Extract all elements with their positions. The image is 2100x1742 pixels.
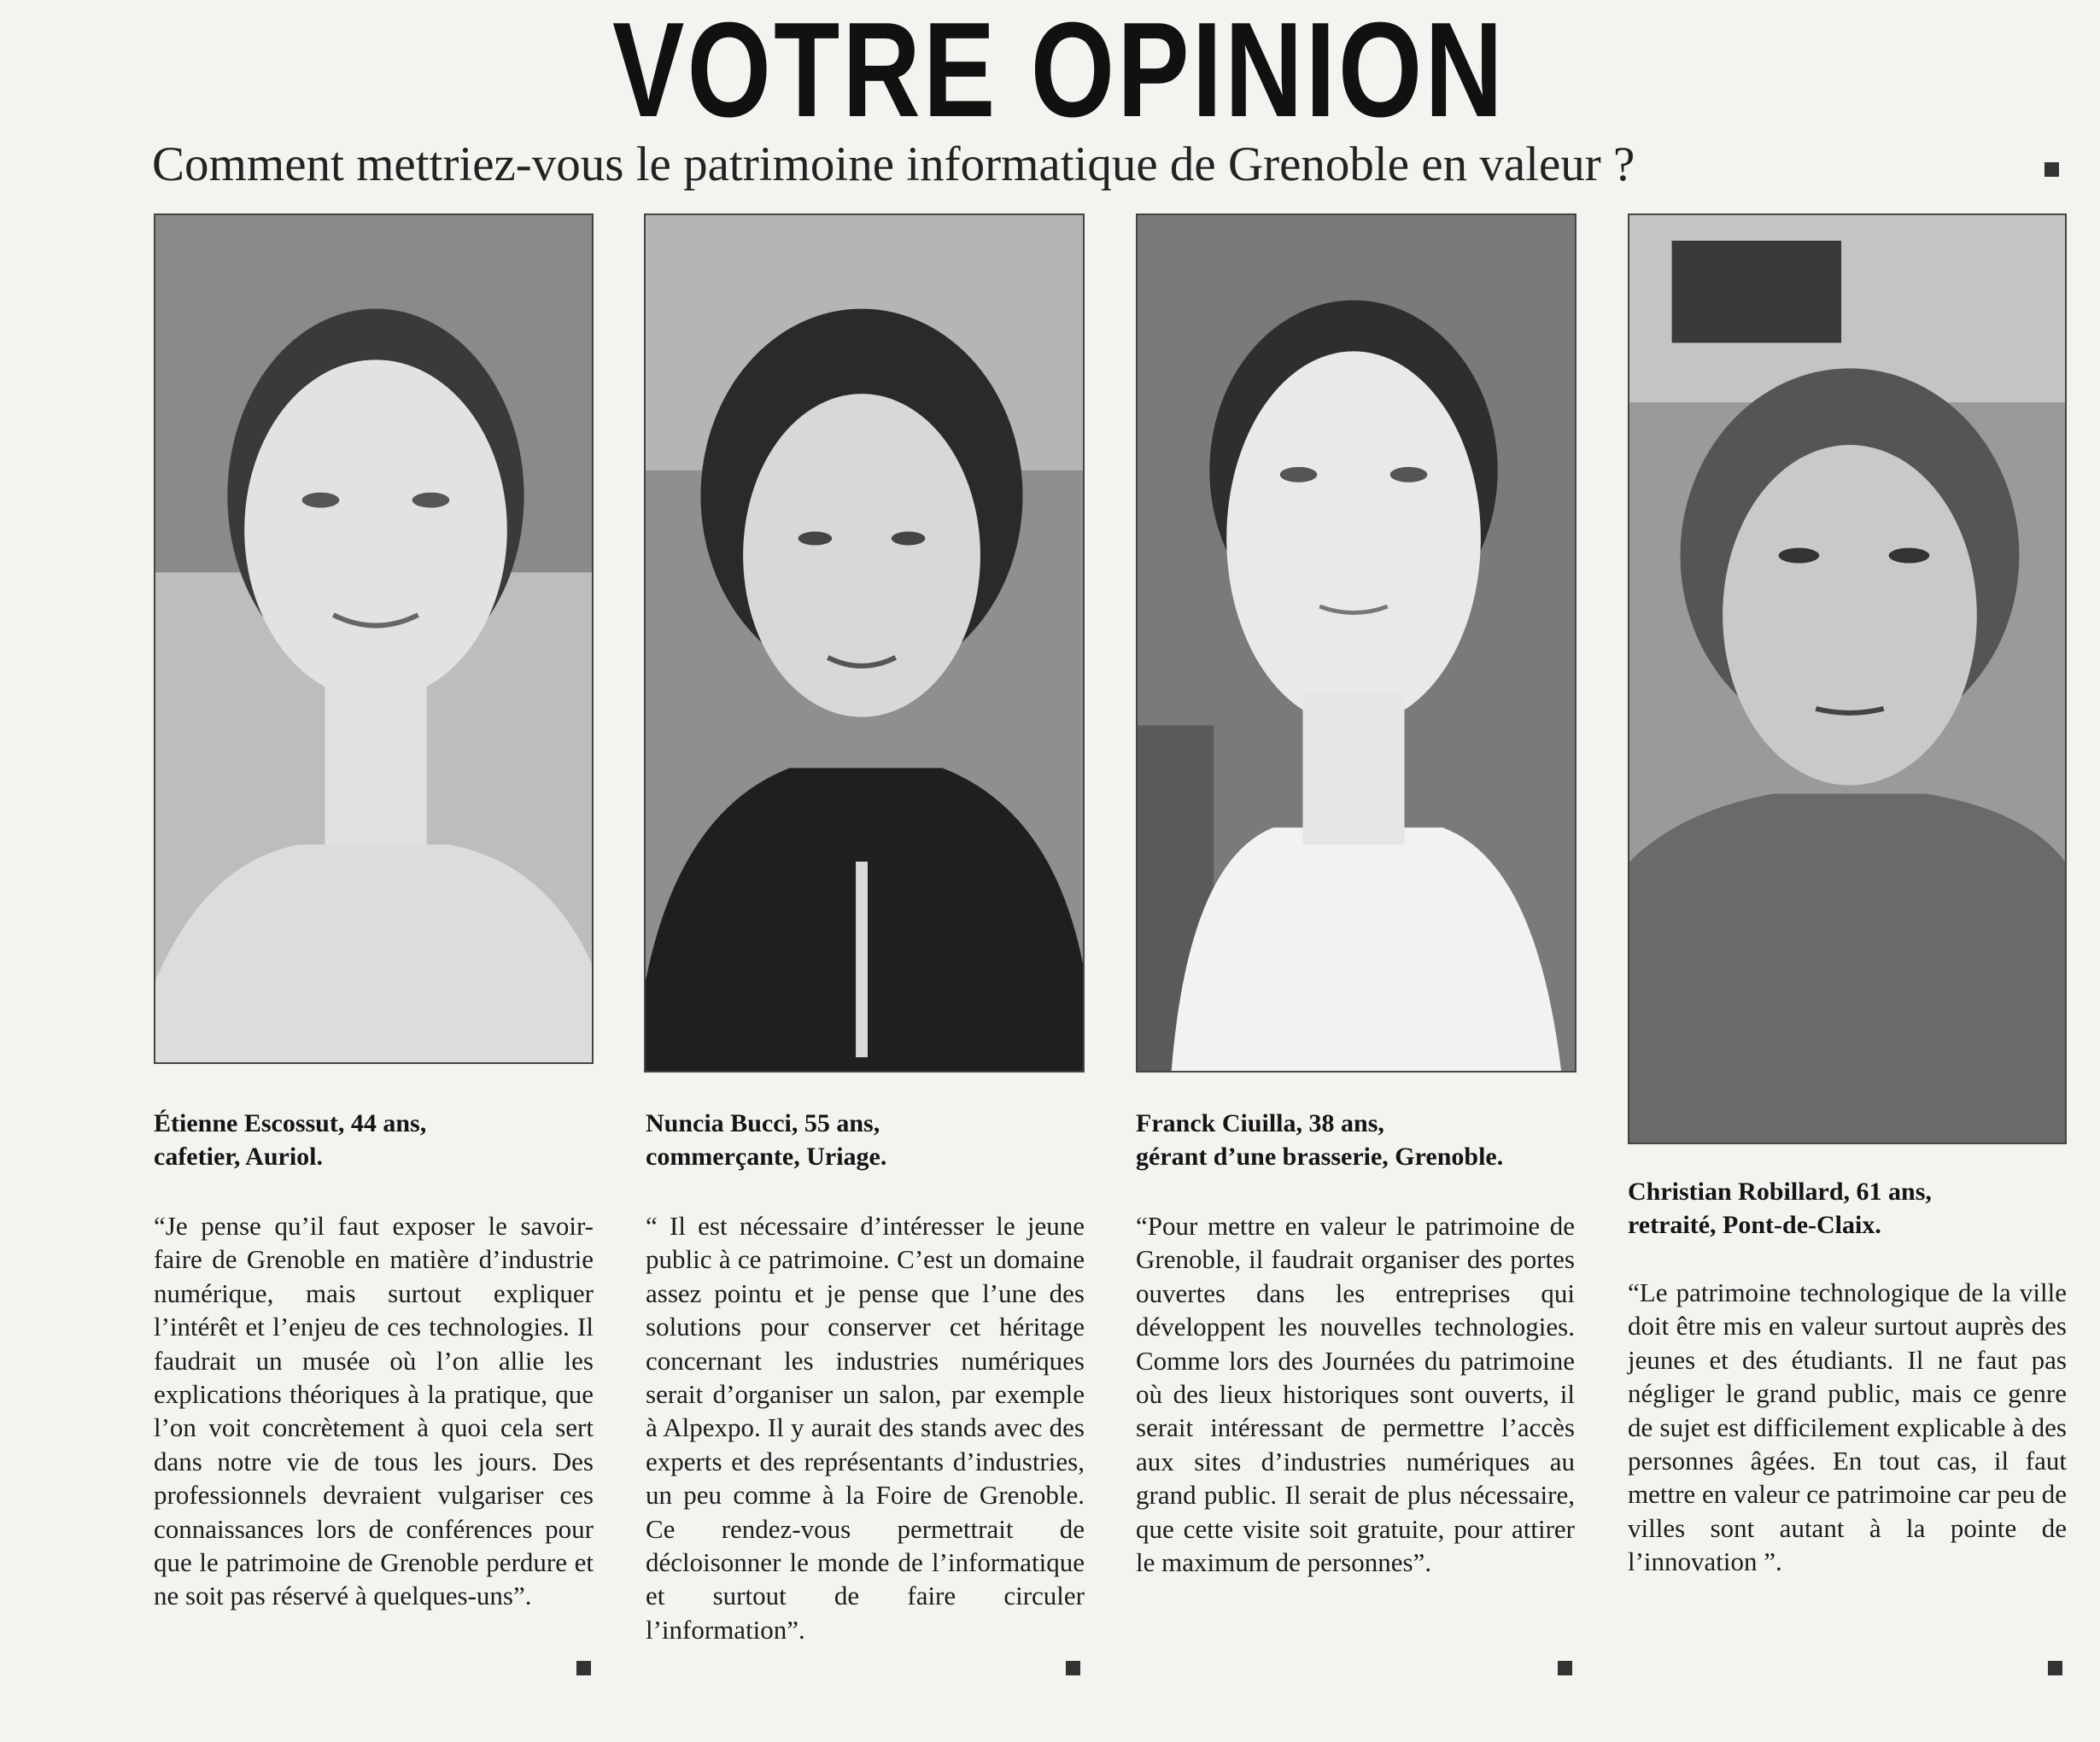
quote-text-4: “Le patrimoine technologique de la ville doit être mis en valeur surtout auprès des jeunes et des étudiants. Il ne faut pas négliger le grand public, mais ce genre de sujet est difficilement explicable à des personnes âgées. En tout cas, il faut mettre en valeur ce patrimoine car peu de villes sont autant à la pointe de l’innovation ”. xyxy=(1628,1277,2067,1577)
interviewee-role-4: retraité, Pont-de-Claix. xyxy=(1628,1211,1881,1239)
interviewee-caption-3 xyxy=(1136,1107,1614,1173)
quote-text-1: “Je pense qu’il faut exposer le savoir-faire de Grenoble en matière d’industrie numérique, mais surtout expliquer l’intérêt et l’enjeu de ces technologies. Il faudrait un musée où l’on allie les explications théoriques à la pratique, que l’on voit concrètement à quoi cela sert dans notre vie de tous les jours. Des professionnels devraient vulgariser ces connaissances lors de conférences pour que le patrimoine de Grenoble perdure et ne soit pas réservé à quelques-uns”. xyxy=(154,1211,594,1611)
portrait-photo-1 xyxy=(154,213,594,1064)
portrait-photo-4 xyxy=(1628,213,2067,1144)
portrait-photo-3 xyxy=(1136,213,1576,1073)
interviewee-caption-4 xyxy=(1628,1175,2080,1242)
survey-question: Comment mettriez-vous le patrimoine informatique de Grenoble en valeur ? xyxy=(152,137,1635,191)
interviewee-role-3: gérant d’une brasserie, Grenoble. xyxy=(1136,1143,1504,1171)
interviewee-role-2: commerçante, Uriage. xyxy=(646,1143,887,1171)
interviewee-caption-1 xyxy=(154,1107,598,1173)
quote-text-2: “ Il est nécessaire d’intéresser le jeune public à ce patrimoine. C’est un domaine assez pointu et je pense que l’une des solutions pour conserver cet héritage concernant les industries numériques serait d’organiser un salon, par exemple à Alpexpo. Il y aurait des stands avec des experts et des représentants d’industries, un peu comme à la Foire de Grenoble. Ce rendez-vous permettrait de décloisonner le monde de l’informatique et surtout de faire circuler l’information”. xyxy=(646,1211,1085,1645)
interviewee-name-1: Étienne Escossut, 44 ans, xyxy=(154,1109,427,1137)
interviewee-caption-2 xyxy=(646,1107,1090,1173)
interviewee-name-3: Franck Ciuilla, 38 ans, xyxy=(1136,1109,1384,1137)
quote-text-3: “Pour mettre en valeur le patrimoine de Grenoble, il faudrait organiser des portes ouvertes dans les entreprises qui développent les nouvelles technologies. Comme lors des Journées du patrimoine où des lieux historiques sont ouverts, il serait intéressant de permettre l’accès aux sites d’industries numériques au grand public. Il serait de plus nécessaire, que cette visite soit gratuite, pour attirer le maximum de personnes”. xyxy=(1136,1211,1575,1578)
quote-end-marker-4 xyxy=(2048,1661,2062,1675)
quote-end-marker-2 xyxy=(1066,1661,1080,1675)
quote-end-marker-3 xyxy=(1558,1661,1572,1675)
interviewee-role-1: cafetier, Auriol. xyxy=(154,1143,324,1171)
section-end-marker xyxy=(2044,162,2059,177)
interviewee-name-4: Christian Robillard, 61 ans, xyxy=(1628,1178,1932,1206)
interviewee-name-2: Nuncia Bucci, 55 ans, xyxy=(646,1109,880,1137)
quote-end-marker-1 xyxy=(576,1661,591,1675)
portrait-photo-2 xyxy=(644,213,1085,1073)
page-title: VOTRE OPINION xyxy=(612,0,1506,145)
